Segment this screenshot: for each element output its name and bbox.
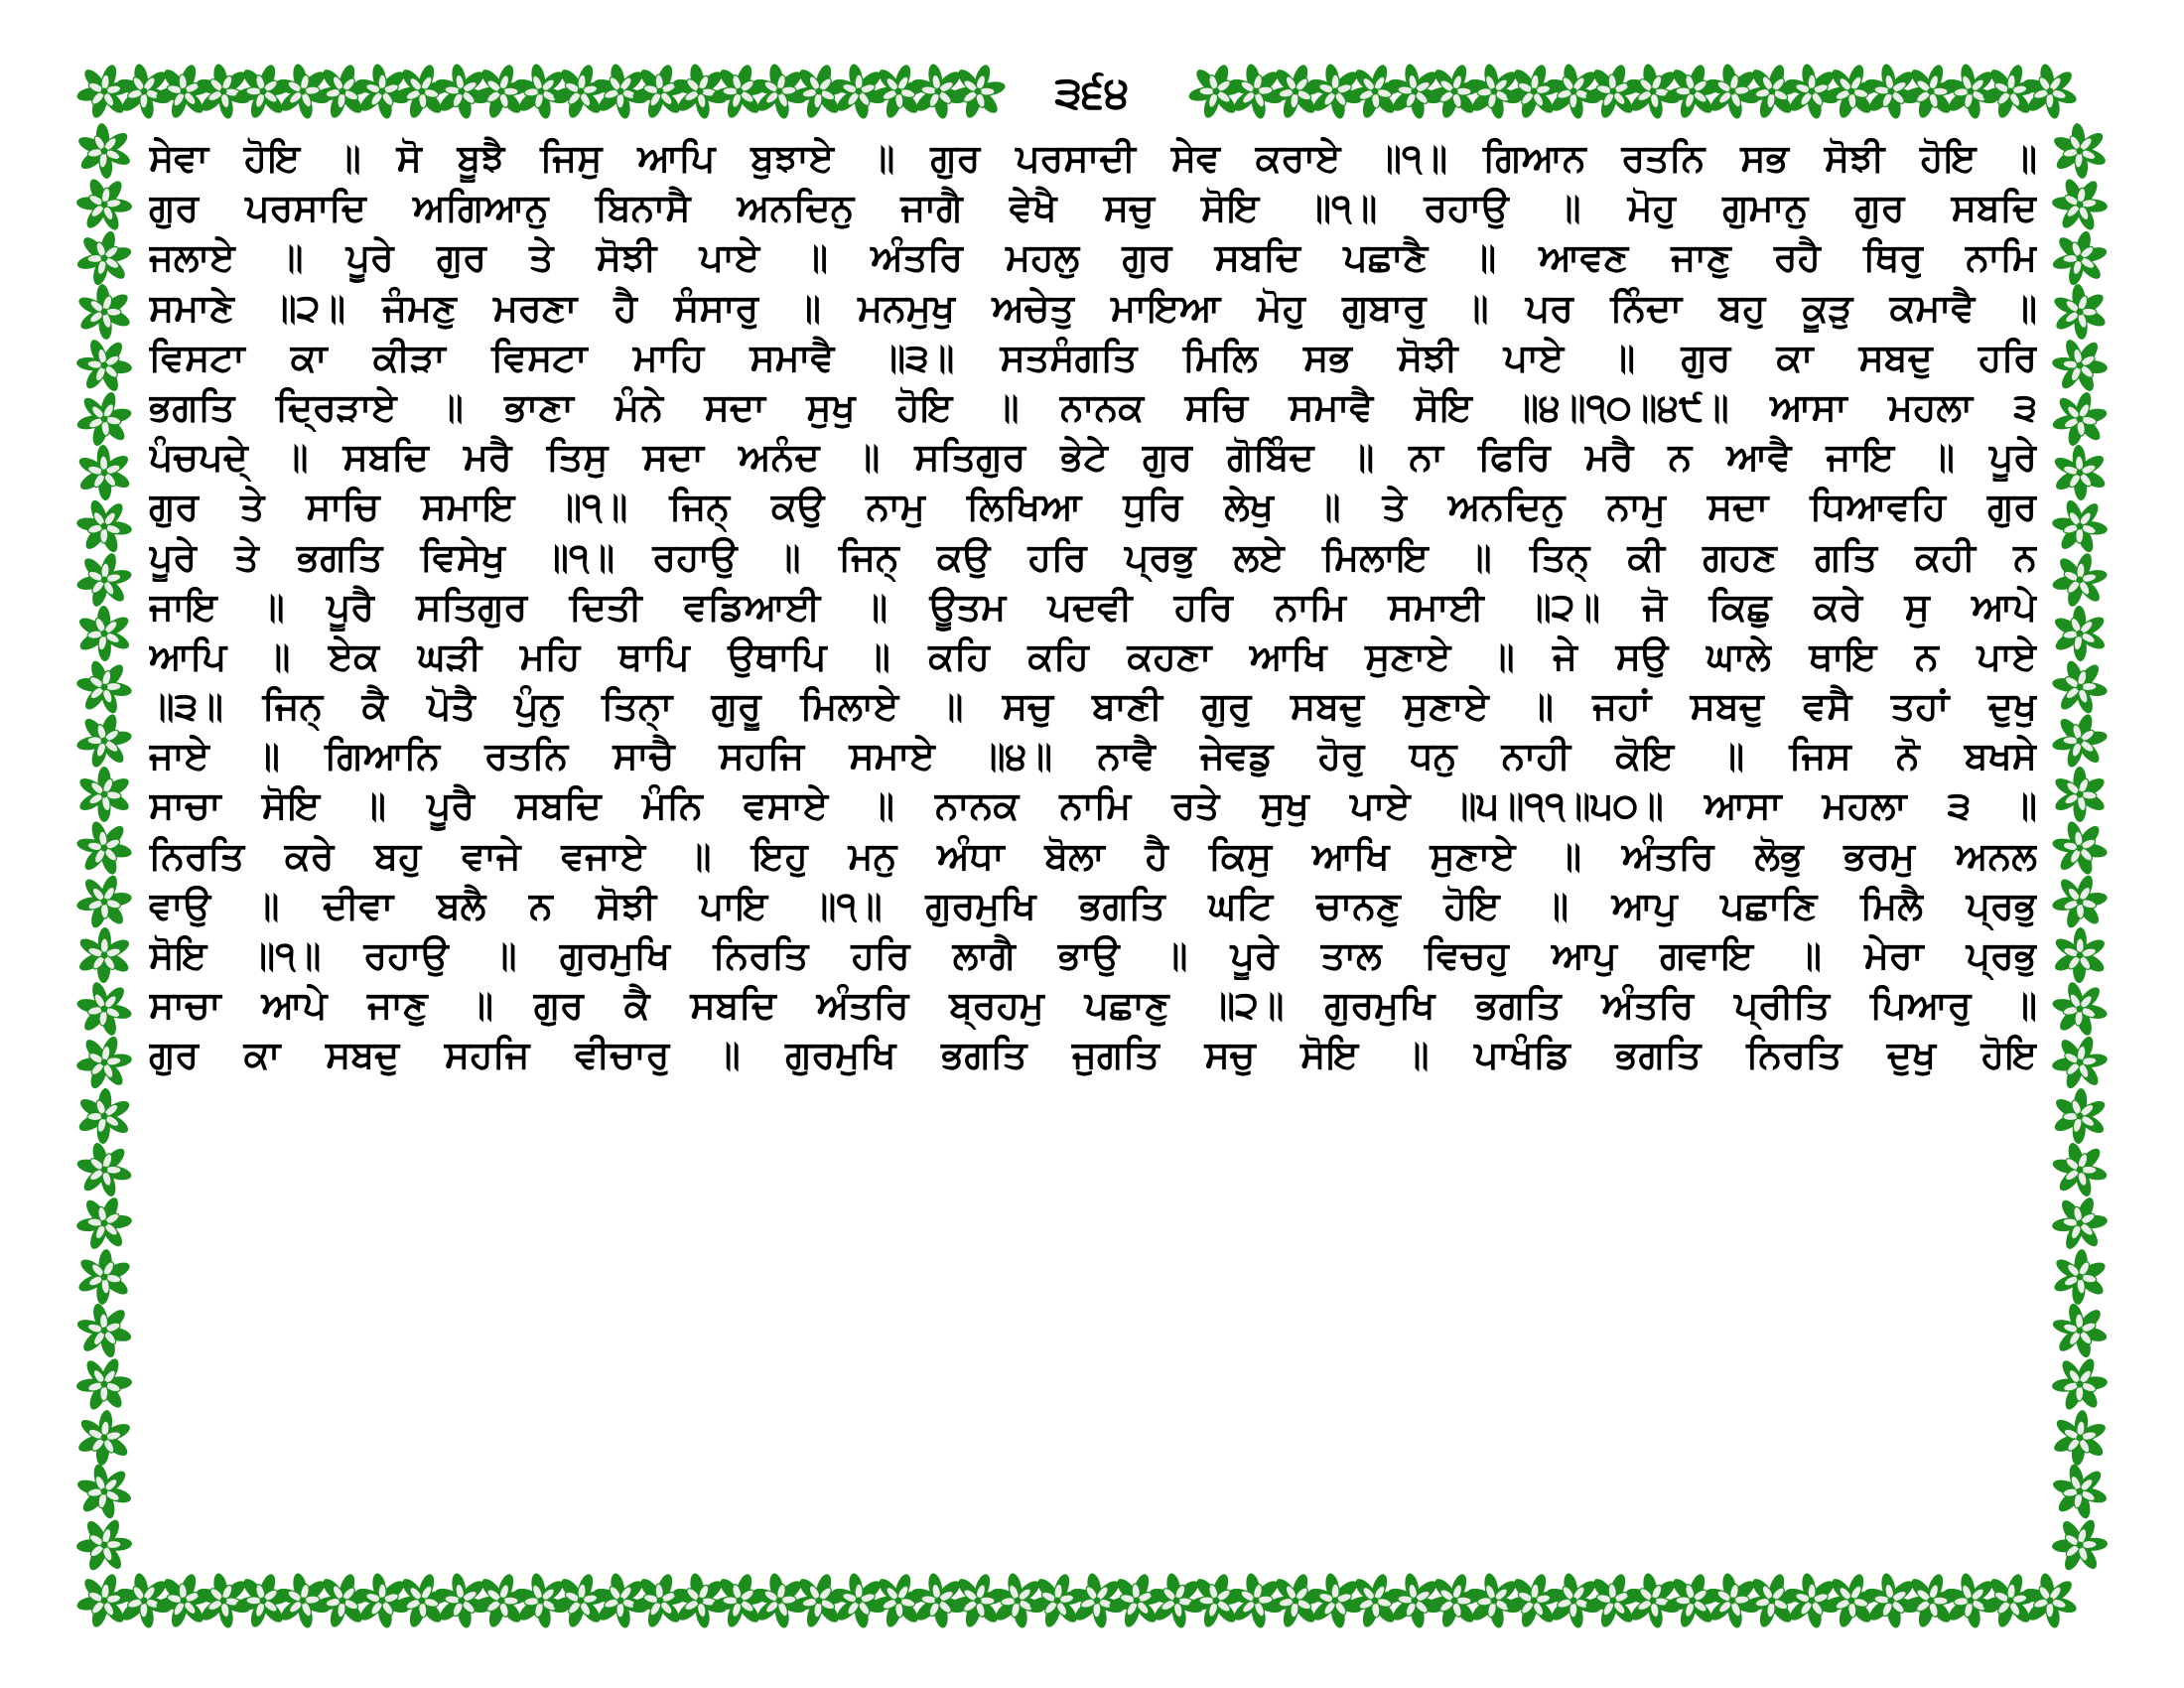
border-flower-icon	[70, 224, 138, 292]
border-flower-icon	[75, 1516, 134, 1574]
border-flower-icon	[68, 651, 139, 723]
border-flower-icon	[66, 1345, 142, 1422]
border-flower-icon	[75, 444, 133, 502]
gurbani-text-block	[149, 133, 2037, 1080]
text-line: ॥੩॥ ਜਿਨ੍ ਕੈ ਪੋਤੈ ਪੁੰਨੁ ਤਿਨਾ੍ ਗੁਰੂ ਮਿਲਾਏ ॥ ਸਚੁ ਬਾਣੀ ਗੁਰੁ ਸਬਦੁ ਸੁਣਾਏ ॥ ਜਹਾਂ ਸਬਦੁ ਵਸੈ ਤਹਾਂ ਦੁਖੁ	[149, 684, 2037, 729]
text-line: ਪੰਚਪਦੇ੍ ॥ ਸਬਦਿ ਮਰੈ ਤਿਸੁ ਸਦਾ ਅਨੰਦ ॥ ਸਤਿਗੁਰ ਭੇਟੇ ਗੁਰ ਗੋਬਿੰਦ ॥ ਨਾ ਫਿਰਿ ਮਰੈ ਨ ਆਵੈ ਜਾਇ ॥ ਪੂਰੇ	[149, 435, 2037, 480]
text-line: ਵਾਉ ॥ ਦੀਵਾ ਬਲੈ ਨ ਸੋਝੀ ਪਾਇ ॥੧॥ ਗੁਰਮੁਖਿ ਭਗਤਿ ਘਟਿ ਚਾਨਣੁ ਹੋਇ ॥ ਆਪੁ ਪਛਾਣਿ ਮਿਲੈ ਪ੍ਰਭੁ	[149, 883, 2037, 927]
border-flower-icon	[2046, 224, 2114, 292]
text-line: ਭਗਤਿ ਦ੍ਰਿੜਾਏ ॥ ਭਾਣਾ ਮੰਨੇ ਸਦਾ ਸੁਖੁ ਹੋਇ ॥ ਨਾਨਕ ਸਚਿ ਸਮਾਵੈ ਸੋਇ ॥੪॥੧੦॥੪੯॥ ਆਸਾ ਮਹਲਾ ੩	[149, 384, 2037, 429]
border-flower-icon	[2043, 1240, 2116, 1314]
border-flower-icon	[68, 1187, 140, 1260]
border-flower-icon	[2047, 816, 2112, 880]
text-line: ਵਿਸਟਾ ਕਾ ਕੀੜਾ ਵਿਸਟਾ ਮਾਹਿ ਸਮਾਵੈ ॥੩॥ ਸਤਸੰਗਤਿ ਮਿਲਿ ਸਭ ਸੋਝੀ ਪਾਏ ॥ ਗੁਰ ਕਾ ਸਬਦੁ ਹਰਿ	[149, 335, 2037, 379]
border-flower-icon	[2042, 757, 2117, 832]
text-line: ਗੁਰ ਤੇ ਸਾਚਿ ਸਮਾਇ ॥੧॥ ਜਿਨ੍ ਕਉ ਨਾਮੁ ਲਿਖਿਆ ਧੁਰਿ ਲੇਖੁ ॥ ਤੇ ਅਨਦਿਨੁ ਨਾਮੁ ਸਦਾ ਧਿਆਵਹਿ ਗੁਰ	[149, 485, 2037, 529]
border-flower-icon	[76, 926, 132, 983]
border-flower-icon	[2046, 1297, 2114, 1364]
text-line: ਸੇਵਾ ਹੋਇ ॥ ਸੋ ਬੂਝੈ ਜਿਸੁ ਆਪਿ ਬੁਝਾਏ ॥ ਗੁਰ ਪਰਸਾਦੀ ਸੇਵ ਕਰਾਏ ॥੧॥ ਗਿਆਨ ਰਤਨਿ ਸਭ ਸੋਝੀ ਹੋਇ ॥	[149, 136, 2037, 180]
border-flower-icon	[71, 816, 136, 880]
text-line: ਨਿਰਤਿ ਕਰੇ ਬਹੁ ਵਾਜੇ ਵਜਾਏ ॥ ਇਹੁ ਮਨੁ ਅੰਧਾ ਬੋਲਾ ਹੈ ਕਿਸੁ ਆਖਿ ਸੁਣਾਏ ॥ ਅੰਤਰਿ ਲੋਭੁ ਭਰਮੁ ਅਨਲ	[149, 833, 2037, 878]
border-flower-icon	[2045, 705, 2116, 775]
border-flower-icon	[74, 1407, 135, 1468]
border-flower-icon	[2041, 273, 2117, 350]
border-flower-icon	[71, 547, 137, 612]
text-line: ਆਪਿ ॥ ਏਕ ਘੜੀ ਮਹਿ ਥਾਪਿ ਉਥਾਪਿ ॥ ਕਹਿ ਕਹਿ ਕਹਣਾ ਆਖਿ ਸੁਣਾਏ ॥ ਜੇ ਸਉ ਘਾਲੇ ਥਾਇ ਨ ਪਾਏ	[149, 633, 2037, 678]
border-flower-icon	[2047, 547, 2113, 612]
border-flower-icon	[68, 114, 141, 187]
text-line: ਸਮਾਣੇ ॥੨॥ ਜੰਮਣੁ ਮਰਣਾ ਹੈ ਸੰਸਾਰੁ ॥ ਮਨਮੁਖੁ ਅਚੇਤੁ ਮਾਇਆ ਮੋਹੁ ਗੁਬਾਰੁ ॥ ਪਰ ਨਿੰਦਾ ਬਹੁ ਕੂੜੁ ਕਮਾਵੈ ॥	[149, 285, 2037, 330]
border-flower-icon	[70, 1297, 138, 1364]
border-flower-icon	[2041, 1345, 2117, 1422]
text-line: ਗੁਰ ਕਾ ਸਬਦੁ ਸਹਜਿ ਵੀਚਾਰੁ ॥ ਗੁਰਮੁਖਿ ਭਗਤਿ ਜੁਗਤਿ ਸਚੁ ਸੋਇ ॥ ਪਾਖੰਡਿ ਭਗਤਿ ਨਿਰਤਿ ਦੁਖੁ ਹੋਇ	[149, 1033, 2037, 1077]
border-flower-icon	[2042, 596, 2116, 670]
border-flower-icon	[67, 757, 142, 832]
text-line: ਜਲਾਏ ॥ ਪੂਰੇ ਗੁਰ ਤੇ ਸੋਝੀ ਪਾਏ ॥ ਅੰਤਰਿ ਮਹਲੁ ਗੁਰ ਸਬਦਿ ਪਛਾਣੈ ॥ ਆਵਣ ਜਾਣੁ ਰਹੈ ਥਿਰੁ ਨਾਮਿ	[149, 235, 2037, 280]
border-flower-icon	[2046, 1135, 2115, 1203]
border-flower-icon	[66, 273, 142, 350]
border-flower-icon	[70, 1135, 139, 1203]
border-flower-icon	[2049, 1032, 2112, 1093]
text-line: ਪੂਰੇ ਤੇ ਭਗਤਿ ਵਿਸੇਖੁ ॥੧॥ ਰਹਾਉ ॥ ਜਿਨ੍ ਕਉ ਹਰਿ ਪ੍ਰਭੁ ਲਏ ਮਿਲਾਇ ॥ ਤਿਨ੍ ਕੀ ਗਹਣ ਗਤਿ ਕਹੀ ਨ	[149, 534, 2037, 579]
page-number: ੩੬੪	[1042, 64, 1142, 123]
border-flower-icon	[69, 705, 140, 775]
border-flower-icon	[67, 1078, 143, 1155]
border-flower-icon	[2042, 1078, 2118, 1155]
border-flower-icon	[2043, 1187, 2116, 1260]
border-flower-icon	[68, 168, 141, 241]
text-line: ਸਾਚਾ ਸੋਇ ॥ ਪੂਰੈ ਸਬਦਿ ਮੰਨਿ ਵਸਾਏ ॥ ਨਾਨਕ ਨਾਮਿ ਰਤੇ ਸੁਖੁ ਪਾਏ ॥੫॥੧੧॥੫੦॥ ਆਸਾ ਮਹਲਾ ੩ ॥	[149, 783, 2037, 828]
border-flower-icon	[2043, 168, 2116, 241]
border-flower-icon	[73, 1032, 136, 1093]
border-flower-icon	[67, 596, 141, 670]
text-line: ਸੋਇ ॥੧॥ ਰਹਾਉ ॥ ਗੁਰਮੁਖਿ ਨਿਰਤਿ ਹਰਿ ਲਾਗੈ ਭਾਉ ॥ ਪੂਰੇ ਤਾਲ ਵਿਚਹੁ ਆਪੁ ਗਵਾਇ ॥ ਮੇਰਾ ਪ੍ਰਭੁ	[149, 933, 2037, 977]
border-flower-icon	[2044, 651, 2115, 723]
text-line: ਜਾਏ ॥ ਗਿਆਨਿ ਰਤਨਿ ਸਾਚੈ ਸਹਜਿ ਸਮਾਏ ॥੪॥ ਨਾਵੈ ਜੇਵਡੁ ਹੋਰੁ ਧਨੁ ਨਾਹੀ ਕੋਇ ॥ ਜਿਸ ਨੋ ਬਖਸੇ	[149, 734, 2037, 778]
border-flower-icon	[2043, 114, 2116, 187]
border-flower-icon	[68, 1240, 141, 1314]
text-line: ਸਾਚਾ ਆਪੇ ਜਾਣੁ ॥ ਗੁਰ ਕੈ ਸਬਦਿ ਅੰਤਰਿ ਬ੍ਰਹਮੁ ਪਛਾਣੁ ॥੨॥ ਗੁਰਮੁਖਿ ਭਗਤਿ ਅੰਤਰਿ ਪ੍ਰੀਤਿ ਪਿਆਰੁ ॥	[149, 983, 2037, 1028]
border-flower-icon	[2051, 444, 2109, 502]
border-flower-icon	[73, 336, 134, 396]
border-flower-icon	[2050, 1407, 2111, 1468]
border-flower-icon	[2052, 926, 2108, 983]
text-line: ਗੁਰ ਪਰਸਾਦਿ ਅਗਿਆਨੁ ਬਿਨਾਸੈ ਅਨਦਿਨੁ ਜਾਗੈ ਵੇਖੈ ਸਚੁ ਸੋਇ ॥੧॥ ਰਹਾਉ ॥ ਮੋਹੁ ਗੁਮਾਨੁ ਗੁਰ ਸਬਦਿ	[149, 186, 2037, 230]
text-line: ਜਾਇ ॥ ਪੂਰੈ ਸਤਿਗੁਰ ਦਿਤੀ ਵਡਿਆਈ ॥ ਊਤਮ ਪਦਵੀ ਹਰਿ ਨਾਮਿ ਸਮਾਈ ॥੨॥ ਜੋ ਕਿਛੁ ਕਰੇ ਸੁ ਆਪੇ	[149, 584, 2037, 629]
border-flower-icon	[2049, 336, 2110, 396]
border-flower-icon	[2051, 1516, 2110, 1574]
